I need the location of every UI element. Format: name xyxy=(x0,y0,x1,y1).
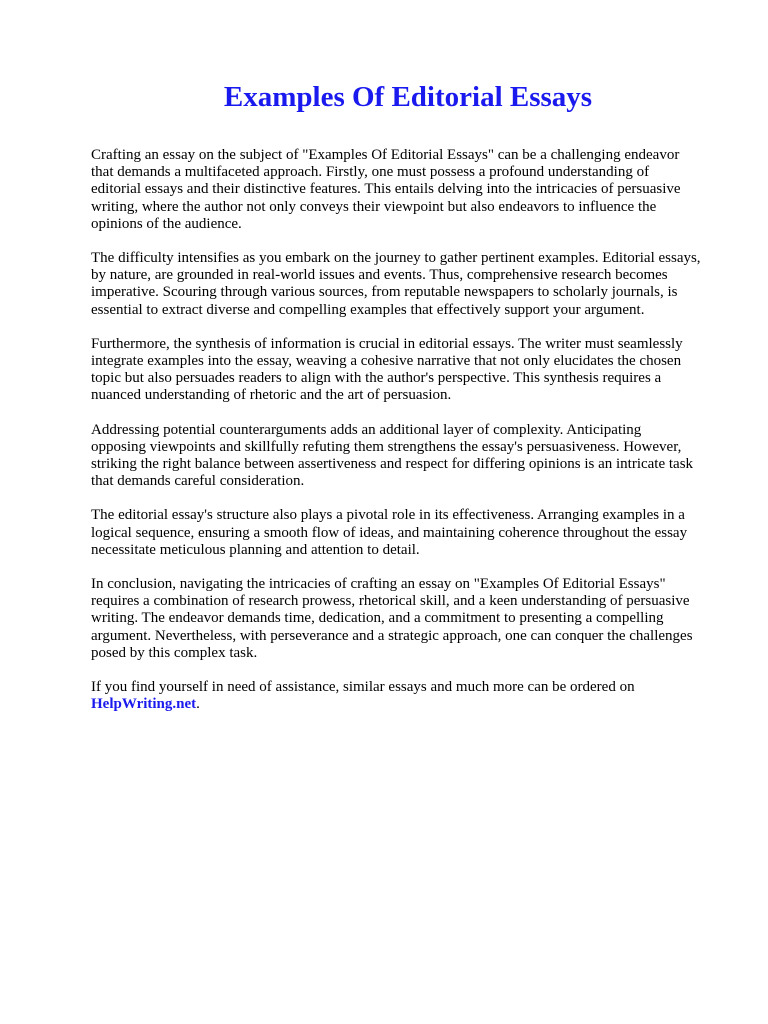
closing-line: If you find yourself in need of assistance, similar essays and much more can be ordered on xyxy=(91,679,635,696)
paragraph-line: logical sequence, ensuring a smooth flow of ideas, and maintaining coherence throughout the essay xyxy=(91,524,688,541)
essay-paragraph xyxy=(91,336,731,405)
paragraph-line: striking the right balance between assertiveness and respect for differing opinions is an intricate task xyxy=(91,456,694,473)
paragraph-line: essential to extract diverse and compelling examples that effectively support your argument. xyxy=(91,301,645,318)
paragraph-line: nuanced understanding of rhetoric and the art of persuasion. xyxy=(91,387,452,404)
essay-paragraph xyxy=(91,250,731,319)
paragraph-line: Furthermore, the synthesis of information is crucial in editorial essays. The writer must seamlessly xyxy=(91,335,683,352)
paragraph-list xyxy=(91,147,731,662)
paragraph-line: integrate examples into the essay, weaving a cohesive narrative that not only elucidates the chosen xyxy=(91,353,682,370)
paragraph-line: opposing viewpoints and skillfully refuting them strengthens the essay's persuasiveness. However, xyxy=(91,438,682,455)
paragraph-line: that demands careful consideration. xyxy=(91,473,305,490)
paragraph-line: requires a combination of research prowess, rhetorical skill, and a keen understanding of persuasive xyxy=(91,593,690,610)
helpwriting-link[interactable]: HelpWriting.net xyxy=(91,696,197,713)
closing-paragraph xyxy=(91,679,731,713)
paragraph-line: In conclusion, navigating the intricacies of crafting an essay on "Examples Of Editorial Essays" xyxy=(91,576,666,593)
paragraph-line: Addressing potential counterarguments adds an additional layer of complexity. Anticipating xyxy=(91,421,642,438)
essay-paragraph xyxy=(91,147,731,233)
paragraph-line: writing. The endeavor demands time, dedication, and a commitment to presenting a compelling xyxy=(91,610,664,627)
essay-paragraph xyxy=(91,576,731,662)
closing-link-line xyxy=(91,696,731,713)
paragraph-line: posed by this complex task. xyxy=(91,644,258,661)
paragraph-line: that demands a multifaceted approach. Firstly, one must possess a profound understanding of xyxy=(91,164,650,181)
paragraph-line: necessitate meticulous planning and attention to detail. xyxy=(91,541,420,558)
essay-paragraph xyxy=(91,422,731,491)
paragraph-line: writing, where the author not only conveys their viewpoint but also endeavors to influence the xyxy=(91,198,657,215)
paragraph-line: argument. Nevertheless, with perseverance and a strategic approach, one can conquer the challenges xyxy=(91,627,693,644)
paragraph-line: The editorial essay's structure also plays a pivotal role in its effectiveness. Arranging examples in a xyxy=(91,507,685,524)
paragraph-line: by nature, are grounded in real-world issues and events. Thus, comprehensive research becomes xyxy=(91,267,668,284)
paragraph-line: imperative. Scouring through various sources, from reputable newspapers to scholarly journals, is xyxy=(91,284,678,301)
paragraph-line: The difficulty intensifies as you embark on the journey to gather pertinent examples. Editorial essays, xyxy=(91,250,701,267)
essay-body xyxy=(91,147,731,730)
closing-period: . xyxy=(196,696,200,713)
page-title: Examples Of Editorial Essays xyxy=(223,81,593,113)
paragraph-line: Crafting an essay on the subject of "Examples Of Editorial Essays" can be a challenging endeavor xyxy=(91,147,680,163)
paragraph-line: topic but also persuades readers to align with the author's perspective. This synthesis requires a xyxy=(91,370,662,387)
paragraph-line: editorial essays and their distinctive features. This entails delving into the intricacies of persuasive xyxy=(91,181,681,198)
paragraph-line: opinions of the audience. xyxy=(91,215,242,232)
essay-paragraph xyxy=(91,507,731,559)
